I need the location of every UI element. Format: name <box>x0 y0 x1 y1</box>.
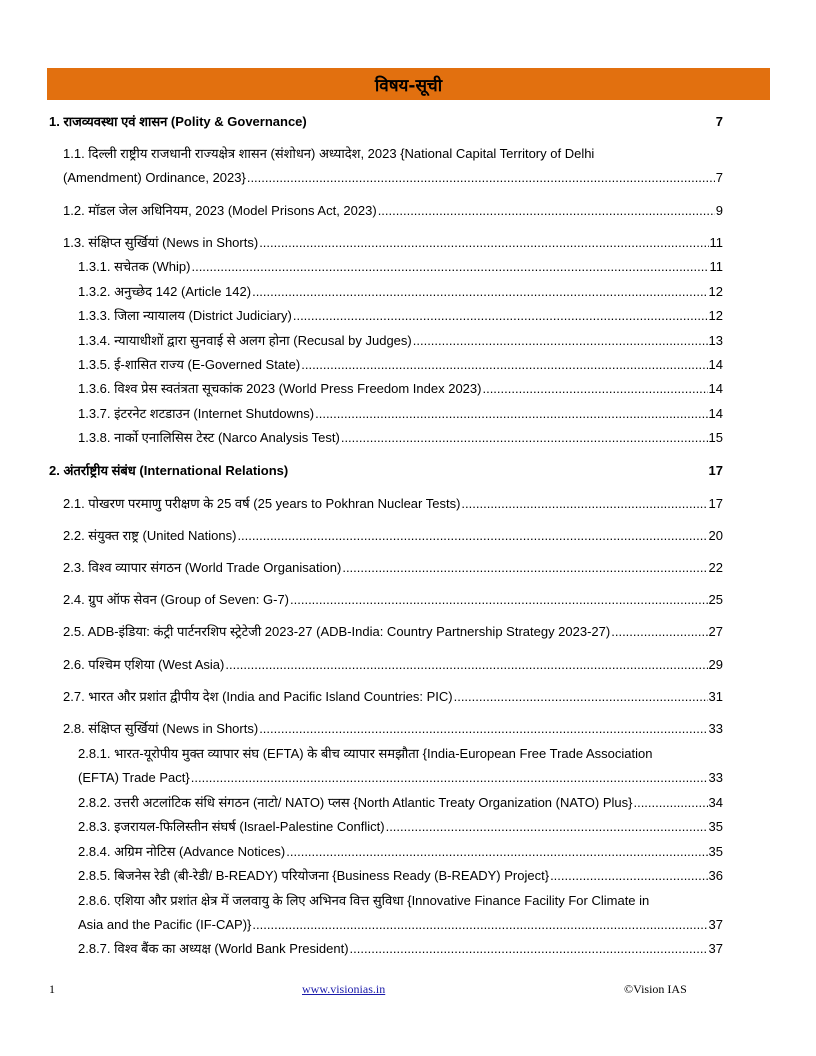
toc-entry-text: 2.5. ADB-इंडिया: कंट्री पार्टनरशिप स्ट्रेटेजी 2023-27 (ADB-India: Country Partnership Strategy 2023-27) <box>63 624 611 639</box>
dot-leader <box>386 819 708 835</box>
section-title: 1. राजव्यवस्था एवं शासन (Polity & Governance) <box>49 114 307 129</box>
toc-entry-1-1[interactable] <box>63 146 723 186</box>
toc-page-number: 27 <box>708 624 723 639</box>
toc-page-number: 14 <box>708 381 723 396</box>
toc-entry-text: 2.4. ग्रुप ऑफ सेवन (Group of Seven: G-7) <box>63 592 290 607</box>
toc-entry-2-7[interactable] <box>63 689 723 705</box>
toc-entry-text-cont: (Amendment) Ordinance, 2023} <box>63 170 246 185</box>
toc-entry-1-3-1[interactable] <box>78 259 723 275</box>
toc-entry-text: 1.3.3. जिला न्यायालय (District Judiciary) <box>78 308 292 323</box>
toc-entry-2-8-5[interactable] <box>78 868 723 884</box>
toc-entry-2-6[interactable] <box>63 657 723 673</box>
dot-leader <box>225 657 707 673</box>
dot-leader <box>259 235 708 251</box>
toc-entry-text: 1.1. दिल्ली राष्ट्रीय राजधानी राज्यक्षेत्र शासन (संशोधन) अध्यादेश, 2023 {National Capital Territory of Delhi <box>63 146 595 161</box>
toc-page-number: 22 <box>708 560 723 575</box>
toc-entry-2-8-1[interactable] <box>78 746 723 786</box>
toc-page-number: 12 <box>708 284 723 299</box>
toc-entry-text: 2.8.4. अग्रिम नोटिस (Advance Notices) <box>78 844 286 859</box>
toc-page-number: 35 <box>708 819 723 834</box>
dot-leader <box>293 308 708 324</box>
toc-page-number: 25 <box>708 592 723 607</box>
dot-leader <box>461 496 707 512</box>
dot-leader <box>259 721 707 737</box>
section-title: 2. अंतर्राष्ट्रीय संबंध (International Relations) <box>49 463 289 478</box>
dot-leader <box>350 941 708 957</box>
section-page: 17 <box>708 463 723 478</box>
toc-entry-text: 2.2. संयुक्त राष्ट्र (United Nations) <box>63 528 237 543</box>
toc-entry-1-3-4[interactable] <box>78 333 723 349</box>
toc-entry-text: 1.3. संक्षिप्त सुर्खियां (News in Shorts) <box>63 235 259 250</box>
toc-entry-text: 1.2. मॉडल जेल अधिनियम, 2023 (Model Prisons Act, 2023) <box>63 203 377 218</box>
toc-entry-1-3-5[interactable] <box>78 357 723 373</box>
toc-entry-2-5[interactable] <box>63 624 723 640</box>
dot-leader <box>191 770 708 786</box>
toc-entry-text: 1.3.2. अनुच्छेद 142 (Article 142) <box>78 284 252 299</box>
toc-entry-text: 1.3.7. इंटरनेट शटडाउन (Internet Shutdowns) <box>78 406 315 421</box>
dot-leader <box>301 357 707 373</box>
toc-entry-2-8[interactable] <box>63 721 723 737</box>
toc-page-number: 36 <box>708 868 723 883</box>
toc-page-number: 15 <box>708 430 723 445</box>
toc-entry-1-3-7[interactable] <box>78 406 723 422</box>
toc-entry-text: 1.3.8. नार्को एनालिसिस टेस्ट (Narco Analysis Test) <box>78 430 340 445</box>
toc-entry-2-4[interactable] <box>63 592 723 608</box>
toc-entry-1-2[interactable] <box>63 203 723 219</box>
toc-page-number: 35 <box>708 844 723 859</box>
toc-entry-2-8-7[interactable] <box>78 941 723 957</box>
toc-entry-text: 1.3.5. ई-शासित राज्य (E-Governed State) <box>78 357 301 372</box>
toc-page-number: 7 <box>715 170 723 185</box>
toc-page-number: 20 <box>708 528 723 543</box>
section-page: 7 <box>715 114 723 129</box>
dot-leader <box>342 560 707 576</box>
toc-entry-text: 1.3.4. न्यायाधीशों द्वारा सुनवाई से अलग होना (Recusal by Judges) <box>78 333 412 348</box>
dot-leader <box>341 430 708 446</box>
dot-leader <box>482 381 707 397</box>
toc-page-number: 33 <box>708 721 723 736</box>
toc-page-number: 37 <box>708 917 723 932</box>
toc-page-number: 37 <box>708 941 723 956</box>
toc-entry-1-3-2[interactable] <box>78 284 723 300</box>
dot-leader <box>633 795 707 811</box>
dot-leader <box>252 284 707 300</box>
dot-leader <box>252 917 707 933</box>
toc-page-number: 13 <box>708 333 723 348</box>
section-heading-1[interactable] <box>49 114 723 130</box>
toc-page-number: 11 <box>709 259 723 274</box>
dot-leader <box>247 170 715 186</box>
toc-entry-text-cont: (EFTA) Trade Pact} <box>78 770 190 785</box>
toc-entry-text: 2.8.1. भारत-यूरोपीय मुक्त व्यापार संघ (EFTA) के बीच व्यापार समझौता {India-European Free Trade Association <box>78 746 653 761</box>
toc-entry-text-cont: Asia and the Pacific (IF-CAP)} <box>78 917 252 932</box>
dot-leader <box>454 689 708 705</box>
toc-entry-text: 1.3.6. विश्व प्रेस स्वतंत्रता सूचकांक 2023 (World Press Freedom Index 2023) <box>78 381 482 396</box>
toc-entry-text: 2.8.7. विश्व बैंक का अध्यक्ष (World Bank President) <box>78 941 349 956</box>
toc-page-number: 11 <box>709 235 723 250</box>
toc-entry-text: 2.6. पश्चिम एशिया (West Asia) <box>63 657 225 672</box>
toc-entry-text: 2.8. संक्षिप्त सुर्खियां (News in Shorts) <box>63 721 259 736</box>
toc-entry-1-3[interactable] <box>63 235 723 251</box>
toc-entry-2-1[interactable] <box>63 496 723 512</box>
dot-leader <box>550 868 707 884</box>
dot-leader <box>237 528 707 544</box>
dot-leader <box>413 333 708 349</box>
toc-page-number: 12 <box>708 308 723 323</box>
toc-page-number: 9 <box>715 203 723 218</box>
toc-page-number: 33 <box>708 770 723 785</box>
toc-page-number: 29 <box>708 657 723 672</box>
dot-leader <box>378 203 715 219</box>
toc-entry-1-3-6[interactable] <box>78 381 723 397</box>
footer-page-number: 1 <box>49 982 55 996</box>
toc-entry-text: 2.8.5. बिजनेस रेडी (बी-रेडी/ B-READY) परियोजना {Business Ready (B-READY) Project} <box>78 868 550 883</box>
toc-entry-text: 2.8.2. उत्तरी अटलांटिक संधि संगठन (नाटो/ NATO) प्लस {North Atlantic Treaty Organization (NATO) Plus} <box>78 795 633 810</box>
toc-entry-1-3-8[interactable] <box>78 430 723 446</box>
footer-copyright: ©Vision IAS <box>624 982 687 996</box>
toc-entry-1-3-3[interactable] <box>78 308 723 324</box>
dot-leader <box>611 624 707 640</box>
toc-entry-2-3[interactable] <box>63 560 723 576</box>
toc-page-number: 14 <box>708 357 723 372</box>
toc-entry-text: 2.8.3. इजरायल-फिलिस्तीन संघर्ष (Israel-Palestine Conflict) <box>78 819 385 834</box>
dot-leader <box>286 844 707 860</box>
toc-entry-2-8-4[interactable] <box>78 844 723 860</box>
toc-entry-text: 1.3.1. सचेतक (Whip) <box>78 259 191 274</box>
toc-entry-text: 2.7. भारत और प्रशांत द्वीपीय देश (India and Pacific Island Countries: PIC) <box>63 689 453 704</box>
toc-header <box>47 68 770 100</box>
footer-website-link[interactable]: www.visionias.in <box>302 982 386 996</box>
toc-entry-2-8-2[interactable] <box>78 795 723 811</box>
toc-page-number: 17 <box>708 496 723 511</box>
dot-leader <box>290 592 708 608</box>
dot-leader <box>315 406 707 422</box>
toc-entry-text: 2.8.6. एशिया और प्रशांत क्षेत्र में जलवायु के लिए अभिनव वित्त सुविधा {Innovative Finance Facility For Climate in <box>78 893 650 908</box>
toc-page-number: 31 <box>708 689 723 704</box>
toc-entry-text: 2.1. पोखरण परमाणु परीक्षण के 25 वर्ष (25 years to Pokhran Nuclear Tests) <box>63 496 461 511</box>
toc-entry-text: 2.3. विश्व व्यापार संगठन (World Trade Organisation) <box>63 560 342 575</box>
toc-entry-2-8-6[interactable] <box>78 893 723 933</box>
toc-page-number: 14 <box>708 406 723 421</box>
dot-leader <box>191 259 708 275</box>
toc-page-number: 34 <box>708 795 723 810</box>
toc-title: विषय-सूची <box>374 75 443 96</box>
toc-entry-2-8-3[interactable] <box>78 819 723 835</box>
section-heading-2[interactable] <box>49 463 723 479</box>
footer-website-wrap <box>302 982 385 997</box>
toc-entry-2-2[interactable] <box>63 528 723 544</box>
